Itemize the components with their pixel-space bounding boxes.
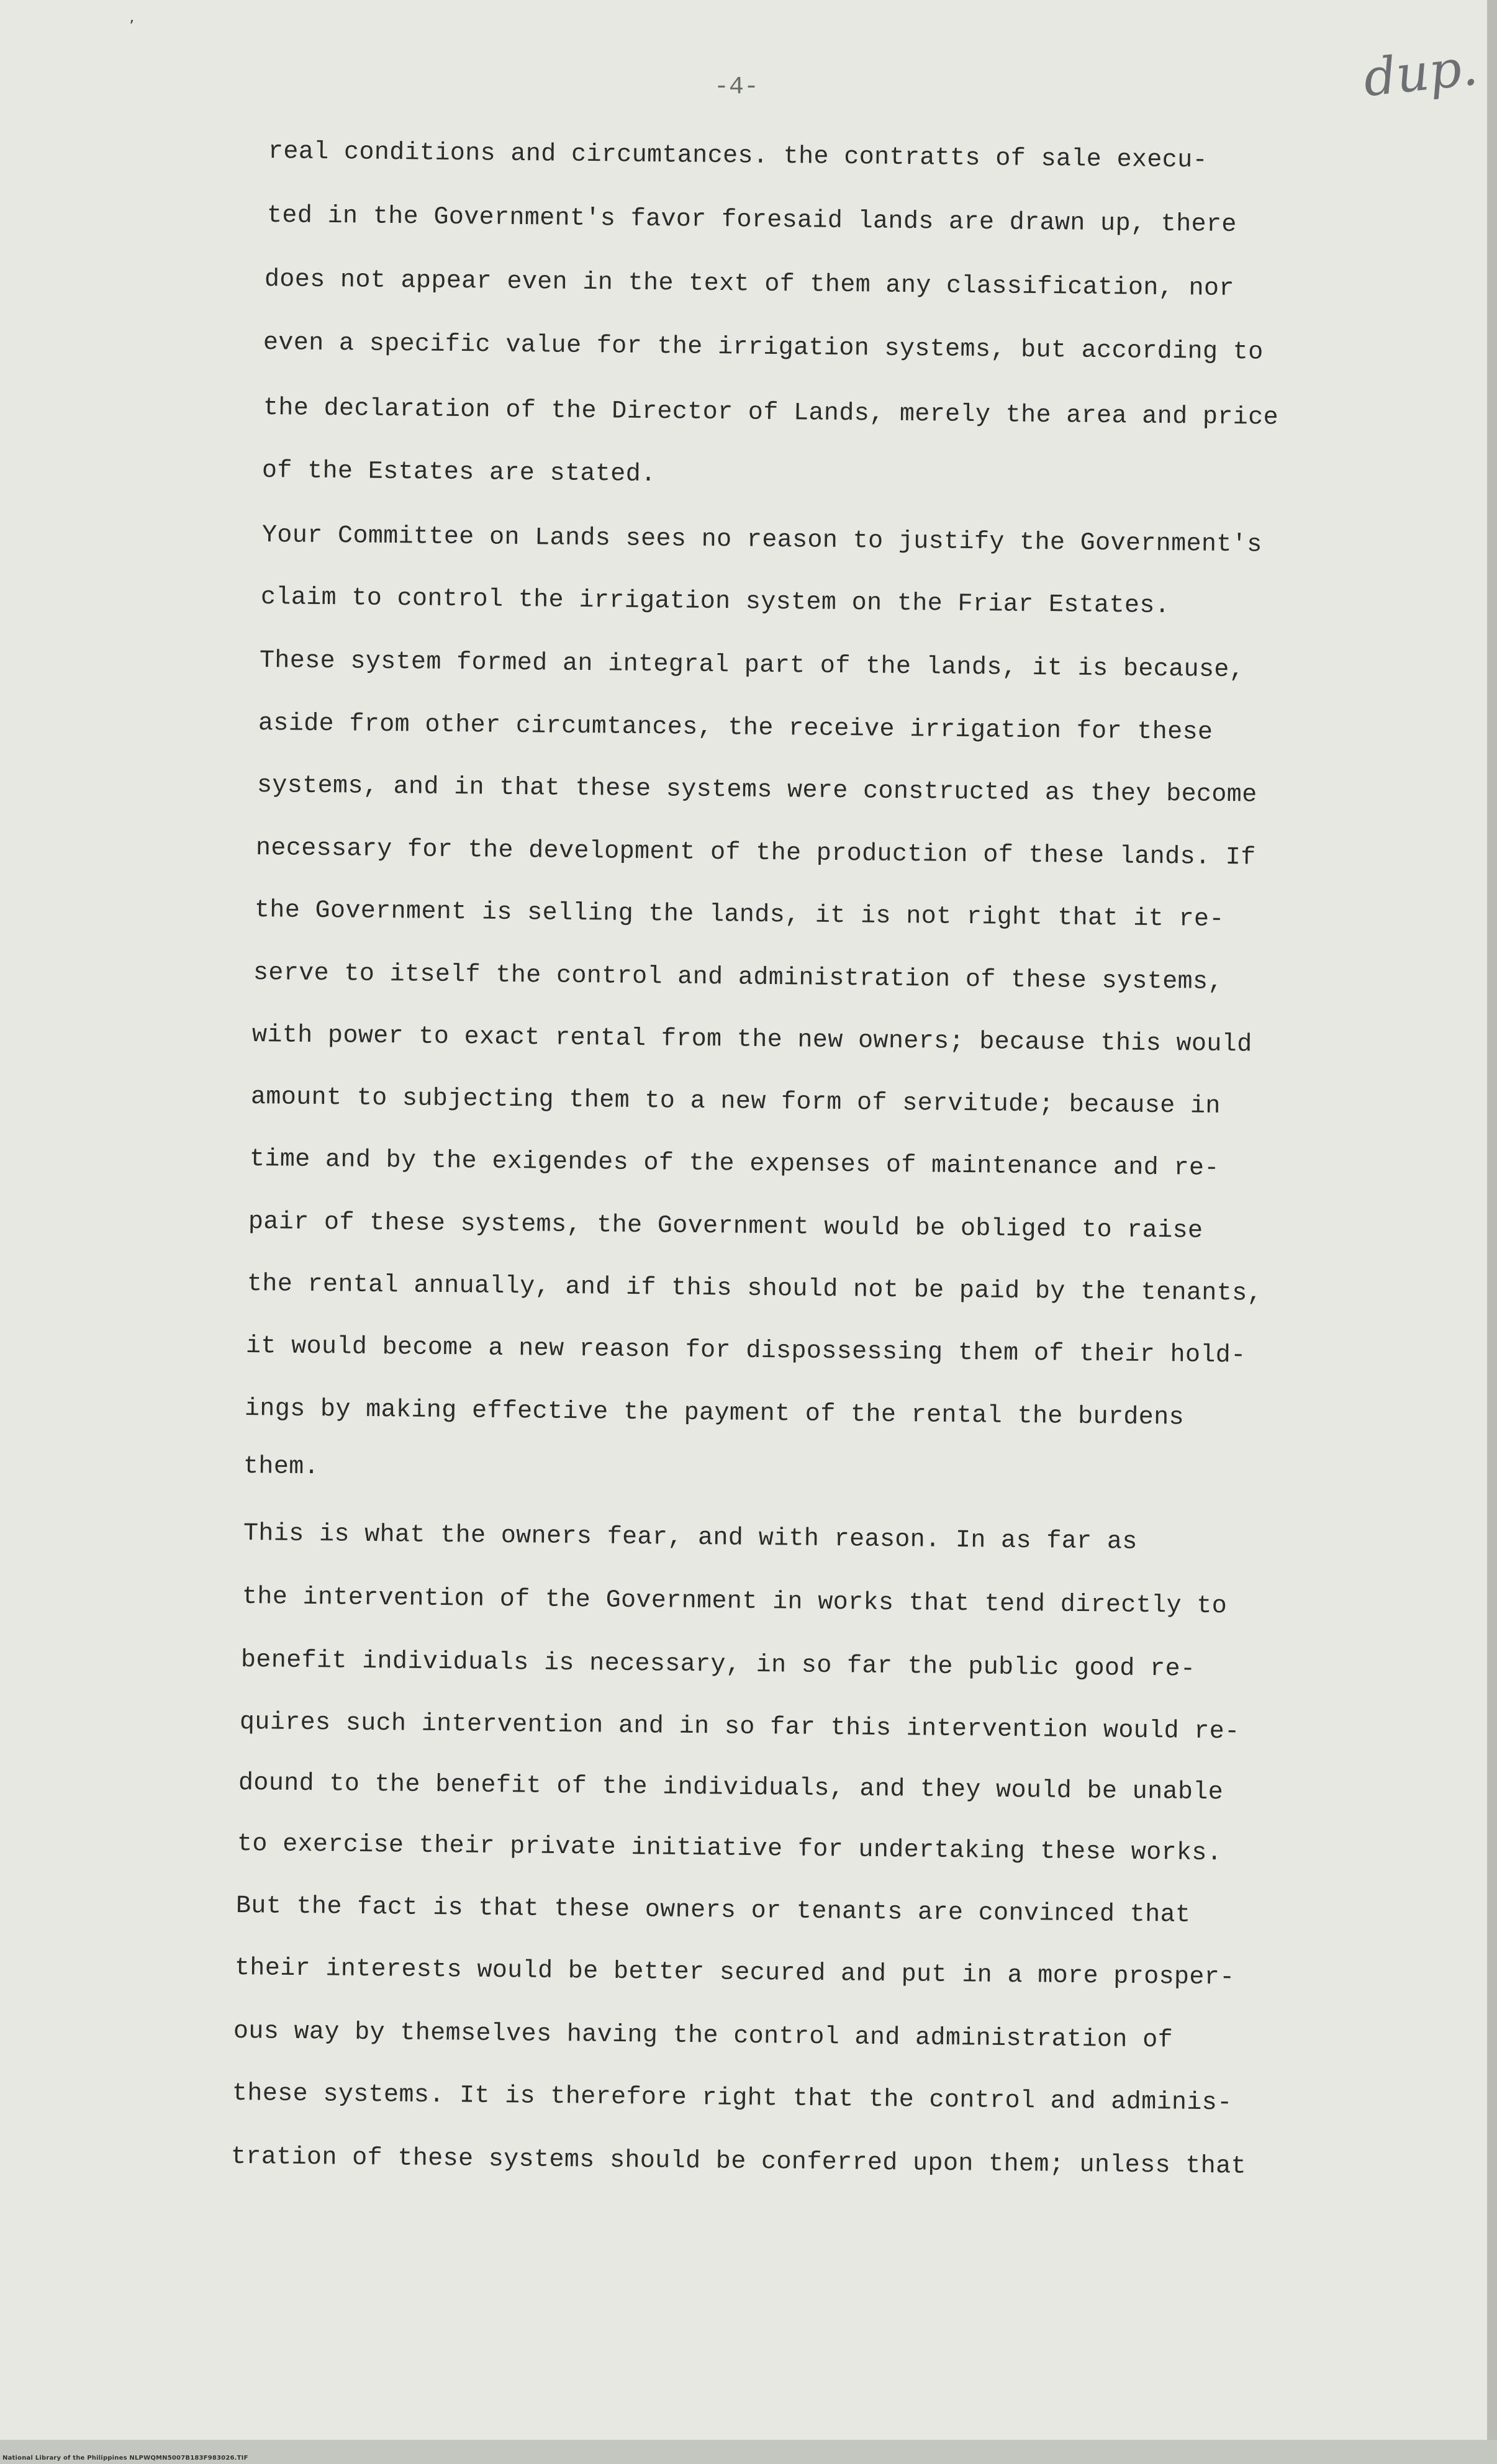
text-line: But the fact is that these owners or tenants are convinced that — [235, 1892, 1191, 1929]
text-line: quires such intervention and in so far this intervention would re- — [239, 1708, 1240, 1746]
handwritten-margin-note: dup. — [1360, 37, 1481, 109]
text-line: This is what the owners fear, and with reason. In as far as — [243, 1520, 1137, 1556]
text-line: real conditions and circumtances. the contratts of sale execu- — [268, 138, 1208, 175]
text-line: their interests would be better secured and put in a more prosper- — [234, 1954, 1235, 1992]
text-line: pair of these systems, the Government would be obliged to raise — [248, 1208, 1203, 1245]
text-line: serve to itself the control and administration of these systems, — [253, 959, 1224, 996]
text-line: ted in the Government's favor foresaid lands are drawn up, there — [266, 202, 1237, 239]
text-line: Your Committee on Lands sees no reason to justify the Government's — [261, 521, 1262, 559]
text-line: ous way by themselves having the control and administration of — [233, 2018, 1174, 2055]
text-line: it would become a new reason for dispossessing them of their hold- — [245, 1332, 1246, 1370]
scan-footer-label: National Library of the Philippines NLPWQMN5007B183F983026.TIF — [2, 2455, 248, 2462]
scan-corner-mark: ʼ — [129, 17, 135, 36]
text-line: systems, and in that these systems were constructed as they become — [256, 772, 1257, 810]
text-line: with power to exact rental from the new owners; because this would — [251, 1021, 1252, 1059]
text-line: the rental annually, and if this should not be paid by the tenants, — [246, 1270, 1263, 1308]
page-number: -4- — [714, 73, 759, 101]
text-line: tration of these systems should be conferred upon them; unless that — [230, 2143, 1247, 2181]
text-line: These system formed an integral part of the lands, it is because, — [259, 647, 1245, 685]
text-line: does not appear even in the text of them any classification, nor — [264, 266, 1235, 303]
scan-right-edge — [1487, 0, 1497, 2464]
text-line: them. — [243, 1453, 320, 1482]
text-line: benefit individuals is necessary, in so far the public good re- — [240, 1646, 1196, 1684]
text-line: of the Estates are stated. — [261, 457, 656, 489]
text-line: necessary for the development of the production of these lands. If — [255, 834, 1256, 872]
text-line: time and by the exigendes of the expenses of maintenance and re- — [249, 1145, 1220, 1183]
text-line: to exercise their private initiative for undertaking these works. — [237, 1830, 1223, 1868]
text-line: the intervention of the Government in works that tend directly to — [242, 1583, 1228, 1621]
text-line: even a specific value for the irrigation systems, but according to — [263, 329, 1264, 367]
text-line: dound to the benefit of the individuals, and they would be unable — [238, 1769, 1224, 1807]
text-line: aside from other circumtances, the receive irrigation for these — [258, 710, 1213, 747]
scan-footer-strip — [0, 2440, 1497, 2464]
text-line: the declaration of the Director of Lands, merely the area and price — [263, 394, 1279, 432]
text-line: the Government is selling the lands, it is not right that it re- — [254, 896, 1225, 934]
text-line: these systems. It is therefore right that the control and adminis- — [232, 2080, 1232, 2118]
text-line: claim to control the irrigation system on the Friar Estates. — [260, 584, 1170, 621]
text-line: amount to subjecting them to a new form of servitude; because in — [250, 1083, 1221, 1121]
text-line: ings by making effective the payment of the rental the burdens — [244, 1395, 1185, 1432]
